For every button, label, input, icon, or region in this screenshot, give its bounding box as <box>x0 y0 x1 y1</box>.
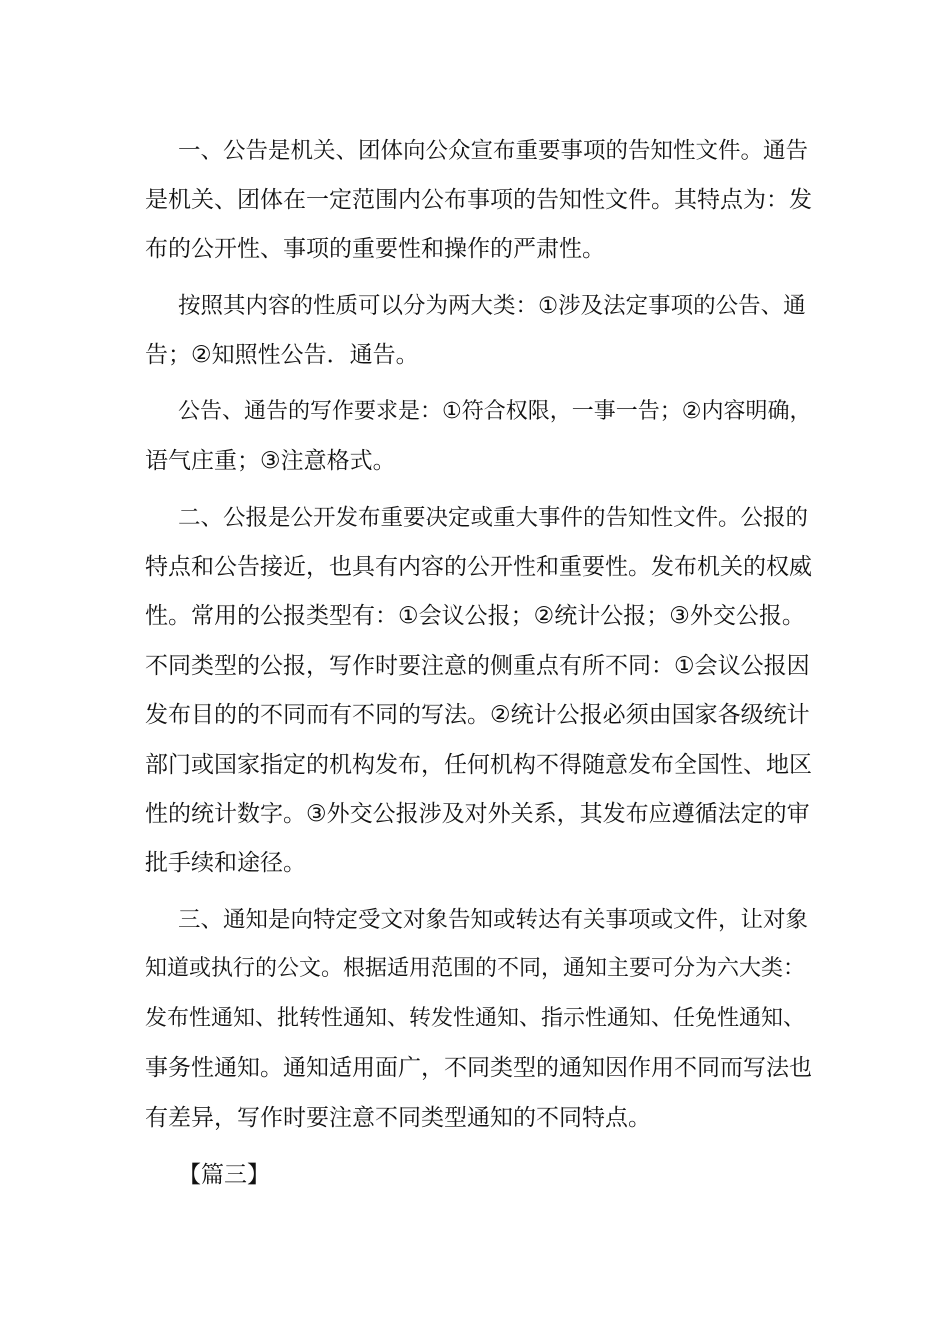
section-heading: 【篇三】 <box>178 1162 270 1188</box>
paragraph-4-line-2: 特点和公告接近，也具有内容的公开性和重要性。发布机关的权威 <box>145 554 812 580</box>
paragraph-3-line-1: 公告、通告的写作要求是：①符合权限，一事一告；②内容明确， <box>178 399 812 424</box>
paragraph-4-line-8: 批手续和途径。 <box>145 850 306 876</box>
paragraph-1-line-3: 布的公开性、事项的重要性和操作的严肃性。 <box>145 236 605 262</box>
paragraph-1-line-2: 是机关、团体在一定范围内公布事项的告知性文件。其特点为：发 <box>145 187 812 213</box>
paragraph-2-line-2: 告；②知照性公告．通告。 <box>145 342 419 368</box>
paragraph-4-line-7: 性的统计数字。③外交公报涉及对外关系，其发布应遵循法定的审 <box>145 801 810 827</box>
paragraph-5-line-5: 有差异，写作时要注意不同类型通知的不同特点。 <box>145 1105 651 1131</box>
paragraph-5-line-1: 三、通知是向特定受文对象告知或转达有关事项或文件，让对象 <box>178 907 809 933</box>
paragraph-4-line-6: 部门或国家指定的机构发布，任何机构不得随意发布全国性、地区 <box>145 752 812 778</box>
paragraph-4-line-1: 二、公报是公开发布重要决定或重大事件的告知性文件。公报的 <box>178 505 809 531</box>
paragraph-5-line-4: 事务性通知。通知适用面广，不同类型的通知因作用不同而写法也 <box>145 1055 812 1081</box>
paragraph-4-line-3: 性。常用的公报类型有：①会议公报；②统计公报；③外交公报。 <box>145 603 805 629</box>
paragraph-5-line-3: 发布性通知、批转性通知、转发性通知、指示性通知、任免性通知、 <box>145 1006 806 1031</box>
paragraph-2-line-1: 按照其内容的性质可以分为两大类：①涉及法定事项的公告、通 <box>178 293 806 319</box>
paragraph-3-line-2: 语气庄重；③注意格式。 <box>145 448 396 474</box>
paragraph-4-line-5: 发布目的的不同而有不同的写法。②统计公报必须由国家各级统计 <box>145 702 810 728</box>
paragraph-1-line-1: 一、公告是机关、团体向公众宣布重要事项的告知性文件。通告 <box>178 138 809 164</box>
paragraph-5-line-2: 知道或执行的公文。根据适用范围的不同，通知主要可分为六大类： <box>145 956 806 981</box>
paragraph-4-line-4: 不同类型的公报，写作时要注意的侧重点有所不同：①会议公报因 <box>145 653 810 679</box>
